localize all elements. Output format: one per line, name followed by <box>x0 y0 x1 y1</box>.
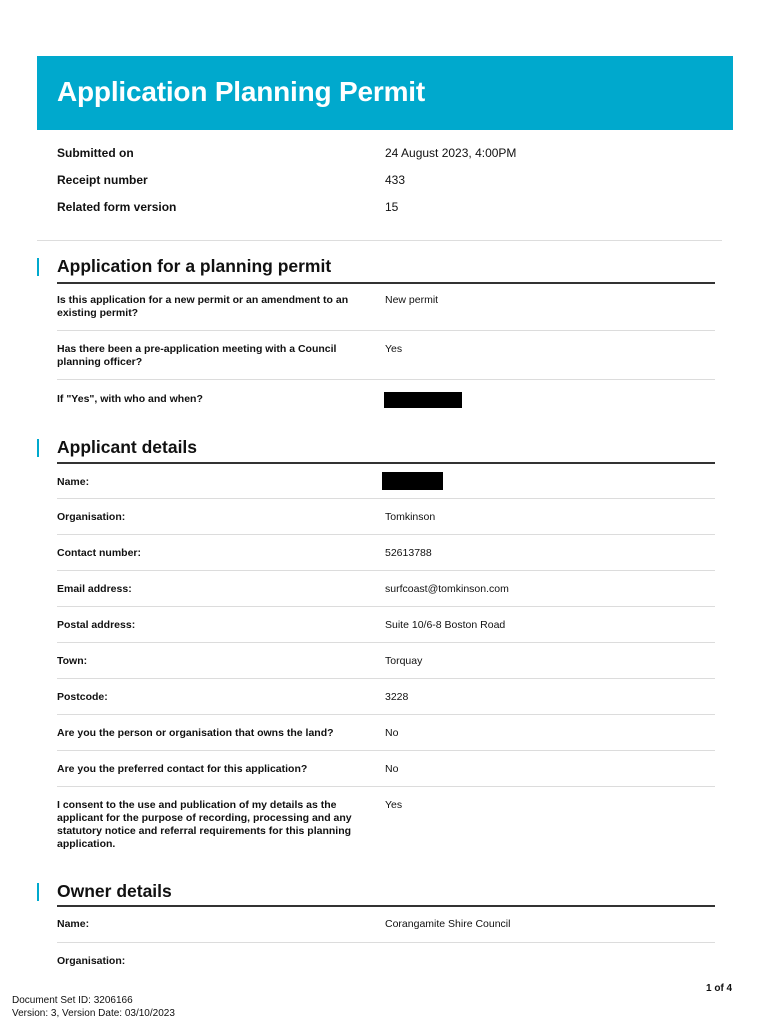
question-row <box>57 907 715 943</box>
answer-value: Yes <box>385 343 403 355</box>
meta-value: 433 <box>385 173 406 187</box>
answer-value: Suite 10/6-8 Boston Road <box>385 619 506 631</box>
answer-value: Tomkinson <box>385 511 436 523</box>
page-number: 1 of 4 <box>706 983 733 994</box>
question-label: Postcode: <box>57 691 108 703</box>
question-row <box>57 380 715 416</box>
question-label: Email address: <box>57 583 132 595</box>
question-row <box>57 715 715 751</box>
redaction-block <box>382 472 443 490</box>
question-label: Postal address: <box>57 619 136 631</box>
meta-label: Submitted on <box>57 146 134 160</box>
page-title: Application Planning Permit <box>57 76 425 107</box>
question-label: Are you the preferred contact for this application? <box>57 763 308 775</box>
section-title: Owner details <box>57 881 172 901</box>
section-header <box>37 881 715 907</box>
submission-meta <box>57 146 722 227</box>
section-owner <box>37 881 715 967</box>
question-label: Is this application for a new permit or an amendment to an existing permit? <box>57 294 349 319</box>
section-accent-bar <box>37 883 39 901</box>
redaction-block <box>384 392 462 408</box>
meta-value: 24 August 2023, 4:00PM <box>385 146 517 160</box>
answer-value: surfcoast@tomkinson.com <box>385 583 509 595</box>
meta-row-receipt <box>57 173 722 200</box>
question-label: Town: <box>57 655 88 667</box>
question-row <box>57 535 715 571</box>
section-title: Application for a planning permit <box>57 256 332 276</box>
document-footer <box>12 994 175 1020</box>
section-header <box>37 437 715 463</box>
question-row <box>57 464 715 499</box>
question-label: Organisation: <box>57 511 126 523</box>
question-row <box>57 331 715 380</box>
section-applicant <box>37 437 715 850</box>
answer-value: No <box>385 763 399 775</box>
question-row <box>57 787 715 859</box>
section-header <box>37 256 715 282</box>
section-application <box>37 256 715 405</box>
question-label: Contact number: <box>57 547 141 559</box>
question-label: Has there been a pre-application meeting with a Council planning officer? <box>57 343 337 368</box>
answer-value: Corangamite Shire Council <box>385 918 511 930</box>
question-list <box>57 907 715 978</box>
answer-value: Yes <box>385 799 403 811</box>
question-row <box>57 751 715 787</box>
document-set-id: Document Set ID: 3206166 <box>12 995 133 1006</box>
section-accent-bar <box>37 439 39 457</box>
answer-value: 52613788 <box>385 547 432 559</box>
divider <box>37 240 722 241</box>
question-label: Are you the person or organisation that owns the land? <box>57 727 334 739</box>
meta-row-submitted <box>57 146 722 173</box>
question-label: Name: <box>57 918 90 930</box>
section-rule <box>57 282 715 284</box>
question-row <box>57 499 715 535</box>
header-banner <box>37 56 733 130</box>
question-list <box>57 464 715 859</box>
question-label: Name: <box>57 476 90 488</box>
question-label: Organisation: <box>57 955 126 967</box>
answer-value: Torquay <box>385 655 423 667</box>
answer-value: New permit <box>385 294 439 306</box>
question-row <box>57 943 715 978</box>
question-row <box>57 292 715 331</box>
meta-value: 15 <box>385 200 399 214</box>
question-label: If "Yes", with who and when? <box>57 393 203 405</box>
question-row <box>57 571 715 607</box>
meta-row-form-version <box>57 200 722 227</box>
document-version: Version: 3, Version Date: 03/10/2023 <box>12 1008 175 1019</box>
question-label: I consent to the use and publication of my details as the applicant for the purpose of recording, processing and any statutory notice and referral requirements for this planning application. <box>57 799 352 850</box>
answer-value: No <box>385 727 399 739</box>
question-row <box>57 607 715 643</box>
question-row <box>57 643 715 679</box>
section-title: Applicant details <box>57 437 198 457</box>
meta-label: Related form version <box>57 200 177 214</box>
section-accent-bar <box>37 258 39 276</box>
meta-label: Receipt number <box>57 173 148 187</box>
answer-value: 3228 <box>385 691 409 703</box>
question-list <box>57 292 715 416</box>
question-row <box>57 679 715 715</box>
